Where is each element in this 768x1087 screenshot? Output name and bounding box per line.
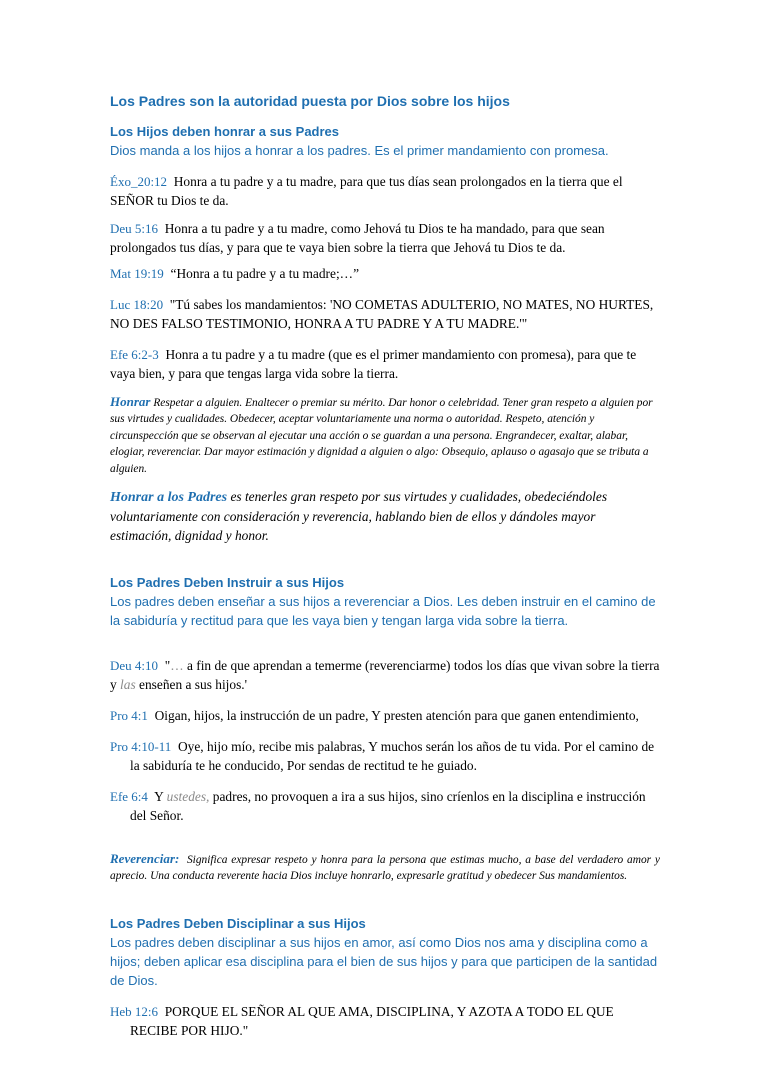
definition-term: Reverenciar: xyxy=(110,851,180,867)
verse-text: PORQUE EL SEÑOR AL QUE AMA, DISCIPLINA, Y AZOTA A TODO EL QUE RECIBE POR HIJO." xyxy=(130,1003,614,1038)
verse-deu-4-10 xyxy=(110,656,660,694)
definition-text: Respetar a alguien. Enaltecer o premiar su mérito. Dar honor o celebridad. Tener gran respeto a alguien por sus virtudes y cualidades. Obedecer, aceptar voluntariamente una norma o autoridad. Respeto, atención y circunspección que se observan al ejecutar una acción o se guardan a una persona. Engrandecer, exaltar, alabar, elogiar, reverenciar. Dar mayor estimación y dignidad a alguien o algo: Obsequio, aplauso o agasajo que se tributa a alguien. xyxy=(110,397,653,475)
verse-deu-5-16 xyxy=(110,219,660,257)
verse-ref: Efe 6:2-3 xyxy=(110,347,159,362)
verse-text: “Honra a tu padre y a tu madre;…” xyxy=(170,266,360,281)
definition-text: Significa expresar respeto y honra para la persona que estimas mucho, a base del verdadero amor y aprecio. Una conducta reverente hacia Dios incluye honrarlo, expresarle gratitud y obedecer Sus mandamientos. xyxy=(110,854,660,883)
verse-supplied-word: las xyxy=(120,677,136,693)
definition-text: es tenerles gran respeto por sus virtudes y cualidades, obedeciéndoles voluntariamente con consideración y reverencia, hablando bien de ellos y dándoles mayor estimación, dignidad y honor. xyxy=(110,489,608,544)
verse-text: enseñen a sus hijos.' xyxy=(135,677,248,693)
verse-ref: Luc 18:20 xyxy=(110,297,164,312)
verse-ref: Deu 4:10 xyxy=(110,658,159,674)
verse-text: Oye, hijo mío, recibe mis palabras, Y muchos serán los años de tu vida. Por el camino de la sabiduría te he conducido, Por sendas de rectitud te he guiado. xyxy=(130,739,655,774)
definition-reverenciar xyxy=(110,851,660,885)
verse-text: Honra a tu padre y a tu madre (que es el primer mandamiento con promesa), para que te vaya bien, y para que tengas larga vida sobre la tierra. xyxy=(110,347,637,381)
verse-text: Honra a tu padre y a tu madre, como Jehová tu Dios te ha mandado, para que sean prolongados tus días, y para que te vaya bien sobre la tierra que Jehová tu Dios te da. xyxy=(110,221,605,255)
definition-term: Honrar xyxy=(110,394,151,409)
verse-supplied-word: ustedes, xyxy=(166,789,210,805)
verse-ref: Éxo_20:12 xyxy=(110,174,168,189)
verse-ref: Heb 12:6 xyxy=(110,1003,159,1019)
verse-pro-4-10-11 xyxy=(110,737,660,775)
verse-text: Y xyxy=(154,789,167,805)
section-intro-honrar: Dios manda a los hijos a honrar a los padres. Es el primer mandamiento con promesa. xyxy=(110,143,609,158)
verse-exo-20-12 xyxy=(110,172,660,210)
definition-honrar-padres xyxy=(110,487,660,545)
verse-heb-12-6 xyxy=(110,1002,660,1040)
verse-ref: Mat 19:19 xyxy=(110,266,164,281)
document-page xyxy=(110,90,660,1040)
verse-efe-6-4 xyxy=(110,787,660,825)
section-intro-disciplinar: Los padres deben disciplinar a sus hijos en amor, así como Dios nos ama y disciplina como a hijos; deben aplicar esa disciplina para el bien de sus hijos y para que participen de la santidad de Dios. xyxy=(110,934,658,988)
verse-text: "Tú sabes los mandamientos: 'NO COMETAS ADULTERIO, NO MATES, NO HURTES, NO DES FALSO TESTIMONIO, HONRA A TU PADRE Y A TU MADRE.'" xyxy=(110,297,654,331)
verse-ref: Efe 6:4 xyxy=(110,789,148,805)
document-title: Los Padres son la autoridad puesta por Dios sobre los hijos xyxy=(110,93,510,109)
verse-mat-19-19 xyxy=(110,264,660,283)
verse-text: padres, no provoquen a ira a sus hijos, sino críenlos en la disciplina e instrucción del Señor. xyxy=(130,789,646,824)
verse-ellipsis: … xyxy=(170,658,184,674)
verse-ref: Deu 5:16 xyxy=(110,221,159,236)
verse-ref: Pro 4:10-11 xyxy=(110,739,172,755)
verse-quote: " xyxy=(164,658,171,674)
verse-efe-6-2-3 xyxy=(110,345,660,383)
verse-pro-4-1 xyxy=(110,706,660,725)
definition-term: Honrar a los Padres xyxy=(110,490,228,506)
verse-ref: Pro 4:1 xyxy=(110,708,148,724)
section-intro-instruir: Los padres deben enseñar a sus hijos a reverenciar a Dios. Les deben instruir en el camino de la sabiduría y rectitud para que les vaya bien y tengan larga vida sobre la tierra. xyxy=(110,594,656,629)
verse-luc-18-20 xyxy=(110,295,660,333)
section-heading-instruir: Los Padres Deben Instruir a sus Hijos xyxy=(110,575,345,591)
verse-text: Oigan, hijos, la instrucción de un padre, Y presten atención para que ganen entendimiento, xyxy=(154,708,639,724)
section-heading-disciplinar: Los Padres Deben Disciplinar a sus Hijos xyxy=(110,915,366,931)
section-heading-honrar: Los Hijos deben honrar a sus Padres xyxy=(110,124,340,139)
verse-text: a fin de que aprendan a temerme (reverenciarme) todos los días que vivan sobre la tierra y xyxy=(110,658,660,693)
definition-honrar xyxy=(110,394,660,477)
verse-text: Honra a tu padre y a tu madre, para que tus días sean prolongados en la tierra que el SEÑOR tu Dios te da. xyxy=(110,174,623,208)
